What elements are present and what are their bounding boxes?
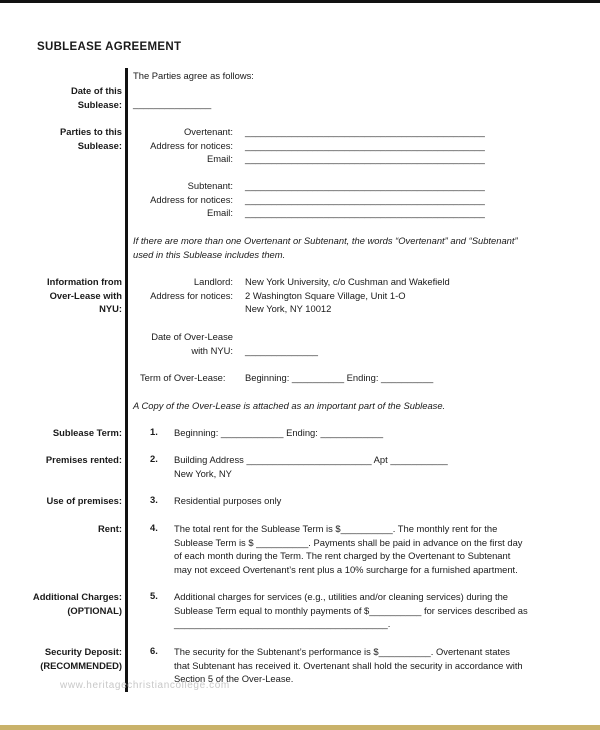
overlease-date-label: Date of Over-Lease with NYU: <box>151 331 233 356</box>
document-title: SUBLEASE AGREEMENT <box>37 41 182 53</box>
item-3-label: Use of premises: <box>46 495 122 506</box>
parties-note: If there are more than one Overtenant or Subtenant, the words “Overtenant” and “Subtenant” used in this Sublease includes them. <box>133 235 518 260</box>
landlord-values: New York University, c/o Cushman and Wakefield 2 Washington Square Village, Unit 1-O New York, NY 10012 <box>245 276 450 314</box>
item-4-number: 4. <box>150 522 158 533</box>
item-2-text[interactable]: Building Address ________________________ Apt ___________ New York, NY <box>174 454 448 479</box>
subtenant-blanks[interactable]: ______________________________________________ ______________________________________________ ______________________________________________ <box>245 180 485 218</box>
item-4-text[interactable]: The total rent for the Sublease Term is $__________. The monthly rent for the Sublease Term is $ __________. Payments shall be paid in advance on the first day of each month during the Term. The rent charged by the Overtenant to Subtenant may not exceed Overtenant’s rent plus a 10% surcharge for a furnished apartment. <box>174 523 523 575</box>
item-6-text[interactable]: The security for the Subtenant’s performance is $__________. Overtenant states that Subtenant has received it. Overtenant shall hold the security in accordance with Section 5 of the Over-Lease. <box>174 646 523 684</box>
overlease-term-label: Term of Over-Lease: <box>140 372 226 383</box>
parties-label: Parties to this Sublease: <box>60 126 122 151</box>
item-5-label: Additional Charges: (OPTIONAL) <box>32 591 122 616</box>
item-5-number: 5. <box>150 590 158 601</box>
overtenant-labels: Overtenant: Address for notices: Email: <box>150 126 233 164</box>
subtenant-labels: Subtenant: Address for notices: Email: <box>150 180 233 218</box>
column-divider <box>125 68 128 692</box>
overlease-date-blank[interactable]: ______________ <box>245 345 318 356</box>
item-1-number: 1. <box>150 426 158 437</box>
item-6-number: 6. <box>150 645 158 656</box>
date-blank[interactable]: _______________ <box>133 98 212 109</box>
intro-text: The Parties agree as follows: <box>133 70 254 81</box>
overlease-term-value[interactable]: Beginning: __________ Ending: __________ <box>245 372 434 383</box>
item-1-label: Sublease Term: <box>52 427 122 438</box>
date-label: Date of this Sublease: <box>70 85 122 110</box>
item-6-label: Security Deposit: (RECOMMENDED) <box>40 646 122 671</box>
overtenant-blanks[interactable]: ______________________________________________ ______________________________________________ ______________________________________________ <box>245 126 485 164</box>
item-4-label: Rent: <box>98 523 122 534</box>
item-1-text[interactable]: Beginning: ____________ Ending: ____________ <box>174 427 384 438</box>
watermark: www.heritagechristiancollege.com <box>60 680 230 691</box>
overlease-label: Information from Over-Lease with NYU: <box>47 276 122 314</box>
overlease-copy-note: A Copy of the Over-Lease is attached as an important part of the Sublease. <box>133 400 446 411</box>
item-2-label: Premises rented: <box>45 454 122 465</box>
item-2-number: 2. <box>150 453 158 464</box>
item-3-text: Residential purposes only <box>174 495 282 506</box>
item-3-number: 3. <box>150 494 158 505</box>
top-border <box>0 0 600 3</box>
landlord-labels: Landlord: Address for notices: <box>150 276 233 301</box>
bottom-border <box>0 725 600 730</box>
item-5-text[interactable]: Additional charges for services (e.g., utilities and/or cleaning services) during the Sublease Term equal to monthly payments of $__________ for services described as _________________________________________. <box>174 591 528 629</box>
